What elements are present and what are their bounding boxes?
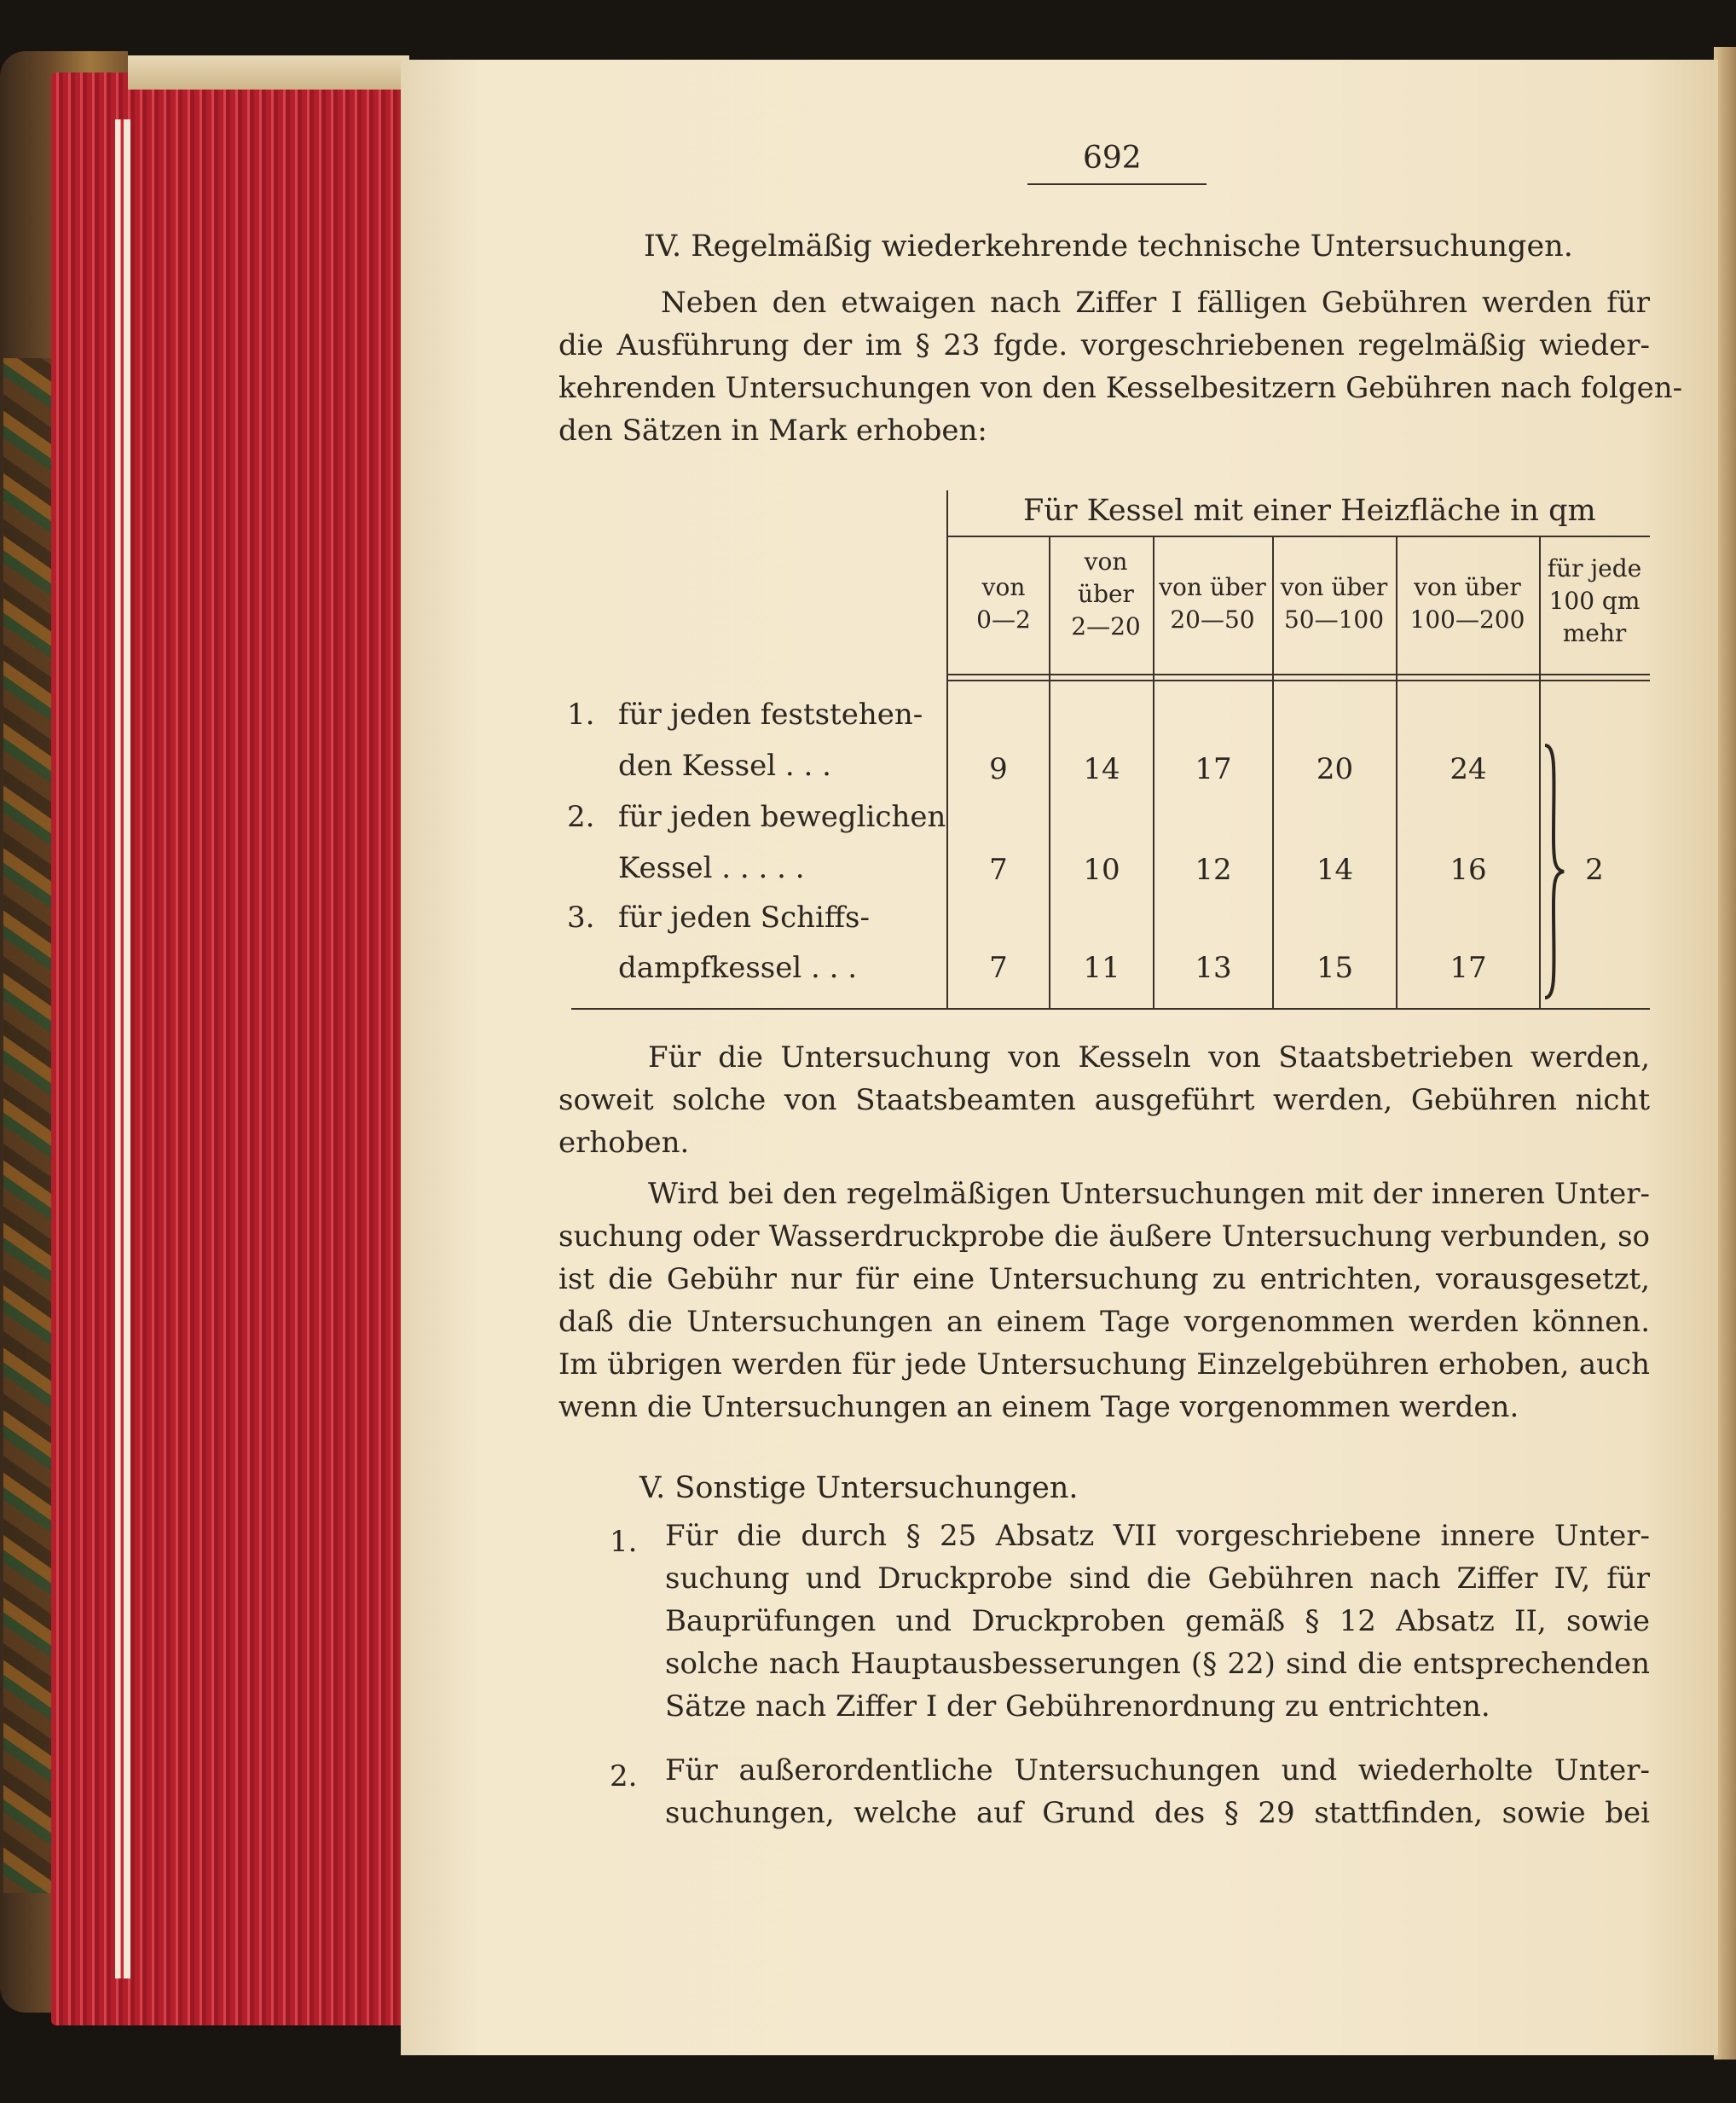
text-line: Für die durch § 25 Absatz VII vorgeschriebene innere Unter- [665,1519,1650,1553]
item-number: 1. [610,1525,638,1559]
text-line: die Ausführung der im § 23 fgde. vorgeschriebenen regelmäßig wieder- [558,328,1650,362]
table-cell: 24 [1450,752,1487,786]
table-cell: 7 [989,951,1008,985]
table-top-rule [948,536,1650,537]
page-number: 692 [1083,141,1142,176]
item-number: 2. [610,1759,638,1793]
page-edges-top [128,55,409,90]
row-label: Kessel . . . . . [618,851,805,885]
header-rule [948,674,1650,675]
table-cell: 15 [1316,951,1354,985]
column-divider [1539,536,1541,1008]
text-line: Sätze nach Ziffer I der Gebührenordnung zu entrichten. [665,1689,1490,1724]
table-cell: 9 [989,752,1008,786]
text-line: erhoben. [558,1126,690,1160]
combined-examination-paragraph [558,1173,1650,1428]
section-v-item-2 [665,1749,1650,1834]
text-line: wenn die Untersuchungen an einem Tage vorgenommen werden. [558,1390,1519,1424]
header-rule [948,680,1650,681]
table-cell: 12 [1195,853,1232,887]
row-label: dampfkessel . . . [618,951,858,985]
column-divider [946,490,948,1008]
table-cell: 13 [1195,951,1232,985]
text-line: ist die Gebühr nur für eine Untersuchung zu entrichten, vorausgesetzt, [558,1262,1650,1296]
table-cell: 17 [1450,951,1487,985]
table-cell: 14 [1316,853,1354,887]
table-cell: 10 [1083,853,1120,887]
red-page-edges [51,72,401,2025]
section-v-item-1 [665,1515,1650,1728]
row-label: für jeden beweglichen [618,800,946,834]
row-label: für jeden Schiffs- [618,901,870,935]
row-number: 3. [567,901,595,935]
column-header: von 0—2 [976,573,1031,634]
section-iv-heading: IV. Regelmäßig wiederkehrende technische Untersuchungen. [644,229,1573,264]
table-cell: 20 [1316,752,1354,786]
text-line: Für außerordentliche Untersuchungen und wiederholte Unter- [665,1753,1650,1787]
section-iv-paragraph [558,281,1683,452]
section-v-heading: V. Sonstige Untersuchungen. [639,1471,1079,1505]
table-cell: 11 [1083,951,1120,985]
text-line: Wird bei den regelmäßigen Untersuchungen mit der inneren Unter- [648,1177,1650,1211]
table-cell: 17 [1195,752,1232,786]
text-line: Bauprüfungen und Druckproben gemäß § 12 Absatz II, sowie [665,1604,1650,1638]
curly-brace [1542,744,1567,999]
page-number-rule [1027,183,1207,185]
text-line: daß die Untersuchungen an einem Tage vorgenommen werden können. [558,1305,1650,1339]
text-line: suchungen, welche auf Grund des § 29 stattfinden, sowie bei [665,1796,1650,1830]
extra-per-100qm-value: 2 [1585,853,1604,887]
row-label: für jeden feststehen- [618,698,923,732]
column-header: von über 100—200 [1409,573,1525,634]
text-line: suchung und Druckprobe sind die Gebühren nach Ziffer IV, für [665,1561,1650,1596]
column-header: von über 20—50 [1159,573,1266,634]
column-header: für jede 100 qm mehr [1547,554,1642,647]
row-number: 1. [567,698,595,732]
table-caption: Für Kessel mit einer Heizfläche in qm [1023,494,1596,528]
column-header: von über 50—100 [1280,573,1388,634]
text-line: Neben den etwaigen nach Ziffer I fälligen Gebühren werden für [661,286,1650,320]
row-label: den Kessel . . . [618,749,831,783]
row-number: 2. [567,800,595,834]
text-line: solche nach Hauptausbesserungen (§ 22) sind die entsprechenden [665,1647,1650,1681]
text-line: suchung oder Wasserdruckprobe die äußere Untersuchung verbunden, so [558,1220,1650,1254]
text-line: kehrenden Untersuchungen von den Kesselbesitzern Gebühren nach folgen- [558,371,1683,405]
bookmark-strip [115,119,130,1978]
table-cell: 16 [1450,853,1487,887]
state-boilers-paragraph [558,1036,1650,1164]
column-header: von über 2—20 [1071,547,1141,640]
table-cell: 14 [1083,752,1120,786]
table-cell: 7 [989,853,1008,887]
text-line: soweit solche von Staatsbeamten ausgeführt werden, Gebühren nicht [558,1083,1650,1117]
table-bottom-rule [571,1008,1650,1010]
text-line: Für die Untersuchung von Kesseln von Staatsbetrieben werden, [648,1040,1650,1075]
text-line: Im übrigen werden für jede Untersuchung Einzelgebühren erhoben, auch [558,1347,1650,1382]
text-line: den Sätzen in Mark erhoben: [558,414,987,448]
